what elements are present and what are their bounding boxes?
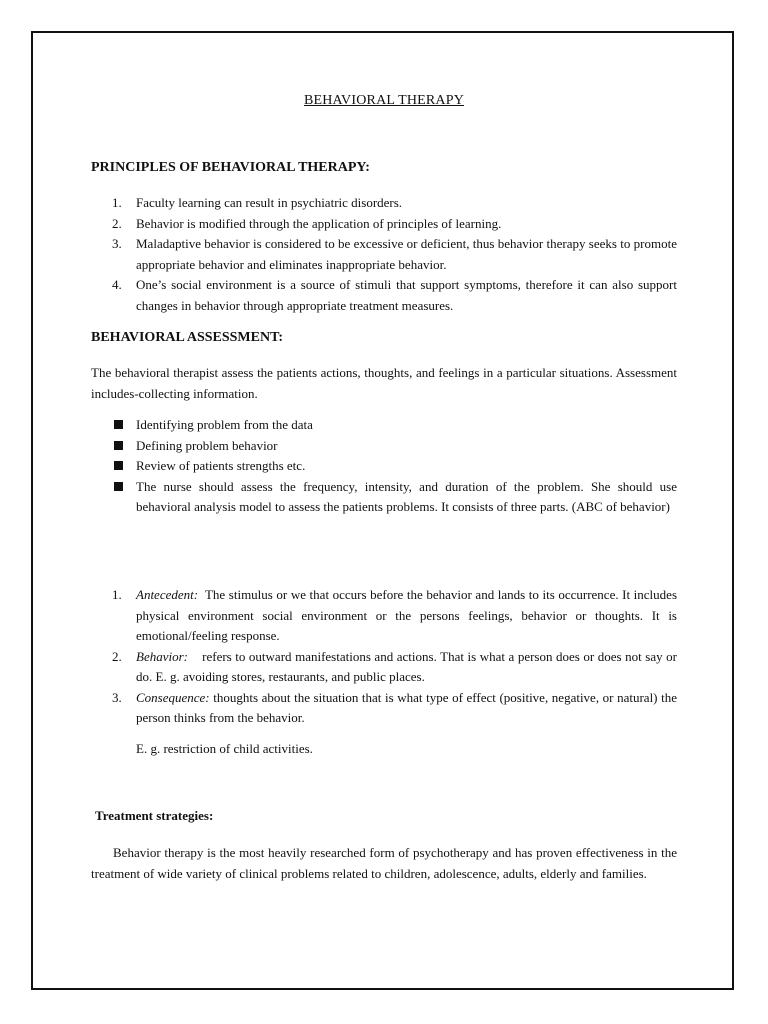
list-item-text: Maladaptive behavior is considered to be excessive or deficient, thus behavior therapy seeks to promote appropriate behavior and eliminates inappropriate behavior. [136,236,677,272]
assessment-intro: The behavioral therapist assess the patients actions, thoughts, and feelings in a particular situations. Assessment includes-collecting information. [91,365,677,401]
treatment-heading: Treatment strategies: [95,808,214,823]
list-item: 2. Behavior: refers to outward manifestations and actions. That is what a person does or does not say or do. E. g. avoiding stores, restaurants, and public places. [112,648,681,684]
abc-term: Consequence: [136,689,210,705]
list-item-text: Behavior is modified through the application of principles of learning. [136,215,502,231]
list-item: 3. Maladaptive behavior is considered to be excessive or deficient, thus behavior therapy seeks to promote appropriate behavior and eliminates inappropriate behavior. [112,236,677,272]
abc-term: Behavior: [136,648,188,664]
list-item: 3. Consequence: thoughts about the situation that is what type of effect (positive, negative, or natural) the person thinks from the behavior. [112,689,681,725]
principles-heading: PRINCIPLES OF BEHAVIORAL THERAPY: [91,160,370,175]
list-item: 2. Behavior is modified through the application of principles of learning. [112,215,502,231]
square-bullet-icon [114,420,123,429]
list-item-text: One’s social environment is a source of stimuli that support symptoms, therefore it can also support changes in behavior through appropriate treatment measures. [136,277,677,313]
list-item: 1. Antecedent: The stimulus or we that occurs before the behavior and lands to its occurrence. It includes physical environment social environment or the persons feelings, behavior or thoughts. It is emotional/feeling response. [112,587,681,643]
document-title: BEHAVIORAL THERAPY [303,93,465,108]
list-item: Identifying problem from the data [91,415,677,436]
assessment-heading: BEHAVIORAL ASSESSMENT: [91,330,284,345]
list-item: The nurse should assess the frequency, intensity, and duration of the problem. She should use behavioral analysis model to assess the patients problems. It consists of three parts. (ABC of behavior) [91,477,677,518]
abc-term: Antecedent: [136,587,199,602]
square-bullet-icon [114,482,123,491]
list-item: 1. Faculty learning can result in psychiatric disorders. [112,195,403,210]
list-item: 4. One’s social environment is a source of stimuli that support symptoms, therefore it can also support changes in behavior through appropriate treatment measures. [112,277,677,313]
square-bullet-icon [114,461,123,470]
list-item: Defining problem behavior [91,436,677,457]
list-item-text: Faculty learning can result in psychiatric disorders. [136,195,403,210]
list-item: Review of patients strengths etc. [91,456,677,477]
treatment-paragraph: Behavior therapy is the most heavily researched form of psychotherapy and has proven effectiveness in the treatment of wide variety of clinical problems related to children, adolescence, adults, elderly and families. [91,845,677,881]
principles-list [91,193,677,316]
example-text: E. g. restriction of child activities. [136,741,313,756]
assessment-bullets [91,415,677,518]
square-bullet-icon [114,441,123,450]
abc-list [91,585,681,729]
